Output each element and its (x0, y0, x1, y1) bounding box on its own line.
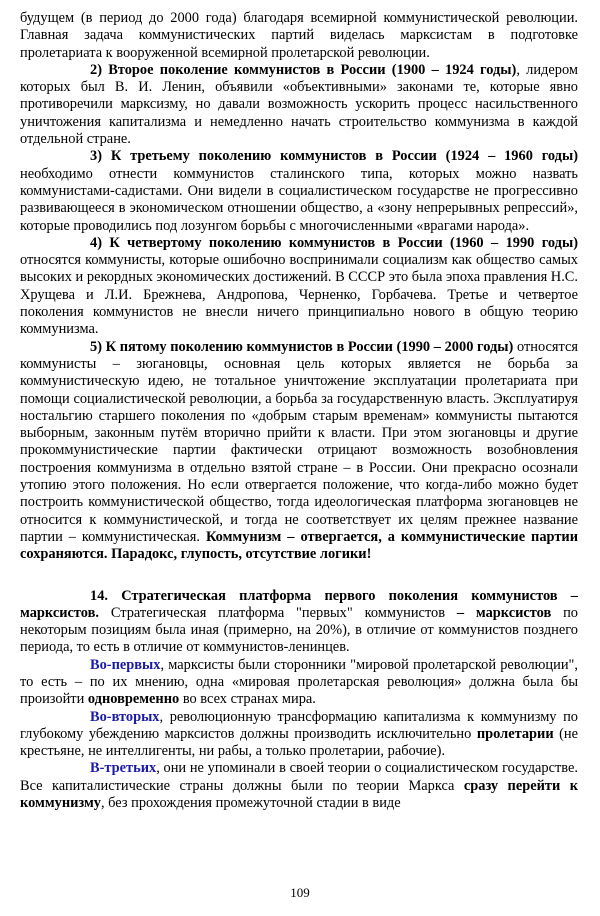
highlight-term: Во-вторых (90, 708, 160, 725)
p-fourth-gen (20, 235, 578, 339)
text-run: , они не упоминали в своей теории о социалистическом государстве. Все капиталистические страны должны были по теории Маркса (20, 760, 578, 794)
text-run: , лидером которых был В. И. Ленин, объявили «объективными» законами те, которые явно противоречили марксизму, но давали возможность ускорить процесс насильственного уничтожения капитализма и немедленно начать строительство коммунизма в каждой отдельной стране. (20, 61, 578, 148)
bold-run: 5) К пятому поколению коммунистов в России (1990 – 2000 годы) (90, 338, 514, 355)
p-section-14 (20, 588, 578, 657)
bold-run: Коммунизм – отвергается, а коммунистические партии сохраняются. Парадокс, глупость, отсутствие логики! (20, 528, 578, 563)
p-thirdly (20, 760, 578, 812)
text-run: , без прохождения промежуточной стадии в виде (100, 795, 401, 812)
text-run: относятся коммунисты – зюгановцы, основная цель которых является не борьба за коммунистическую идею, не тотальное уничтожение эксплуатации пролетариата при помощи социалистической революции, а борьба за государственную власть. Эксплуатируя ностальгию старшего поколения по «добрым старым временам» коммунисты пытаются выборным, законным путём вторично прийти к власти. При этом зюгановцы и другие прокоммунистические партии фактически отрицают возможность возобновления построения коммунизма в отдельно взятой стране – в России. Они прекрасно осознали утопию этого положения. Но если отвергается положение, что когда-либо можно будет построить коммунистической общество, тогда идеологическая платформа зюгановцев не относится к коммунистической, и тогда не соответствует их целям прежнее название партии – коммунистическая. (20, 338, 578, 545)
bold-run: 14. Стратегическая платформа первого поколения коммунистов – марксистов. (20, 587, 578, 621)
bold-run: – марксистов (456, 604, 552, 621)
highlight-term: В-третьих (90, 760, 157, 777)
bold-run: 4) К четвертому поколению коммунистов в России (1960 – 1990 годы) (90, 234, 578, 251)
text-run: , революционную трансформацию капитализма к коммунизму по глубокому убеждению марксистов должны производить исключительно (20, 708, 578, 742)
p-fifth-gen (20, 339, 578, 564)
section-gap (20, 564, 578, 588)
bold-run: 3) К третьему поколению коммунистов в России (1924 – 1960 годы) (90, 148, 578, 165)
p-firstly (20, 657, 578, 709)
bold-run: сразу перейти к коммунизму (20, 777, 578, 812)
bold-run: пролетарии (476, 725, 554, 742)
text-run: необходимо отнести коммунистов сталинского типа, которых можно назвать коммунистами-садистами. Они видели в социалистическом государстве не прогрессивно развивающееся в экономическом отношении общество, а «зону непрерывных репрессий», которые проводились под лозунгом борьбы с многочисленными «врагами народа». (20, 165, 578, 234)
text-run: по некоторым позициям была иная (примерно, на 20%), в отличие от коммунистов позднего периода, то есть в отличие от коммунистов-ленинцев. (20, 604, 578, 656)
page-number: 109 (290, 885, 310, 900)
bold-run: одновременно (87, 691, 180, 708)
text-run: Стратегическая платформа "первых" коммунистов (99, 604, 457, 621)
text-run: будущем (в период до 2000 года) благодаря всемирной коммунистической революции. Главная задача коммунистических партий виделась марксистам в подготовке пролетариата к вооруженной всемирной пролетарской революции. (20, 10, 578, 61)
p-secondly (20, 709, 578, 761)
text-run: относятся коммунисты, которые ошибочно воспринимали социализм как общество самых высоких и рекордных экономических достижений. В СССР это была эпоха правления Н.С. Хрущева и Л.И. Брежнева, Андропова, Черненко, Горбачева. Третье и четвертое поколения коммунистов не внесли ничего принципиально нового в общую теорию коммунизма. (20, 252, 578, 338)
p-intro (20, 10, 578, 62)
bold-run: 2) Второе поколение коммунистов в России (1900 – 1924 годы) (90, 61, 517, 78)
text-run: (не крестьяне, не интеллигенты, ни рабы, а только пролетарии, рабочие). (20, 725, 579, 760)
p-second-gen (20, 62, 578, 148)
page-text-body (20, 10, 578, 812)
highlight-term: Во-первых (90, 656, 161, 673)
p-third-gen (20, 148, 578, 234)
text-run: во всех странах мира. (179, 691, 316, 708)
text-run: , марксисты были сторонники "мировой пролетарской революции", то есть – по их мнению, одна «мировая пролетарская революция» должна была бы произойти (20, 656, 578, 708)
